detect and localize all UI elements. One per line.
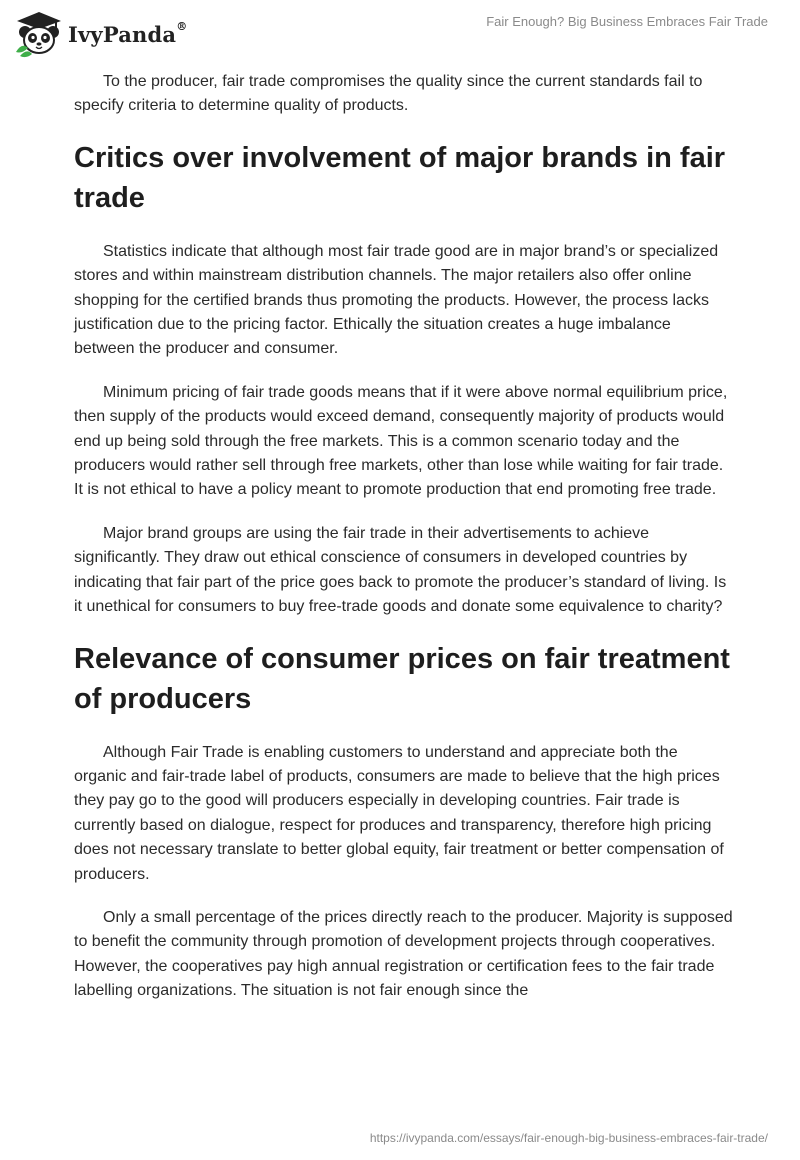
section-heading-critics: Critics over involvement of major brands in fair trade [74,141,726,214]
page-header [0,0,800,64]
panda-graduate-icon [14,8,64,58]
essay-content [74,70,734,1023]
source-url-link[interactable]: https://ivypanda.com/essays/fair-enough-big-business-embraces-fair-trade/ [369,1131,768,1145]
paragraph-0: To the producer, fair trade compromises the quality since the current standards fail to specify criteria to determine quality of products. [74,73,703,115]
ivypanda-logo[interactable] [14,8,187,58]
brand-name: IvyPanda® [68,19,188,47]
paragraph-4: Although Fair Trade is enabling customers to understand and appreciate both the organic and fair-trade label of products, consumers are made to believe that the high prices they pay go to the good will producers especially in developing countries. Fair trade is currently based on dialogue, respect for produces and transparency, therefore high pricing does not necessary translate to better global equity, fair treatment or better compensation of producers. [74,743,724,883]
paragraph-1: Statistics indicate that although most fair trade good are in major brand’s or specialized stores and within mainstream distribution channels. The major retailers also offer online shopping for the certified brands thus promoting the products. However, the process lacks justification due to the pricing factor. Ethically the situation creates a huge imbalance between the producer and consumer. [74,242,719,358]
section-heading-relevance: Relevance of consumer prices on fair treatment of producers [74,642,730,715]
document-title: Fair Enough? Big Business Embraces Fair Trade [486,14,768,29]
paragraph-3: Major brand groups are using the fair trade in their advertisements to achieve significantly. They draw out ethical conscience of consumers in developed countries by indicating that fair part of the price goes back to promote the producer’s standard of living. Is it unethical for consumers to buy free-trade goods and donate some equivalence to charity? [74,524,727,616]
paragraph-2: Minimum pricing of fair trade goods means that if it were above normal equilibrium price, then supply of the products would exceed demand, consequently majority of products would end up being sold through the free markets. This is a common scenario today and the producers would rather sell through free markets, other than lose while waiting for fair trade. It is not ethical to have a policy meant to promote production that end promoting free trade. [74,383,728,499]
paragraph-5: Only a small percentage of the prices directly reach to the producer. Majority is supposed to benefit the community through promotion of development projects through cooperatives. However, the cooperatives pay high annual registration or certification fees to the fair trade labelling organizations. The situation is not fair enough since the [74,908,733,1000]
